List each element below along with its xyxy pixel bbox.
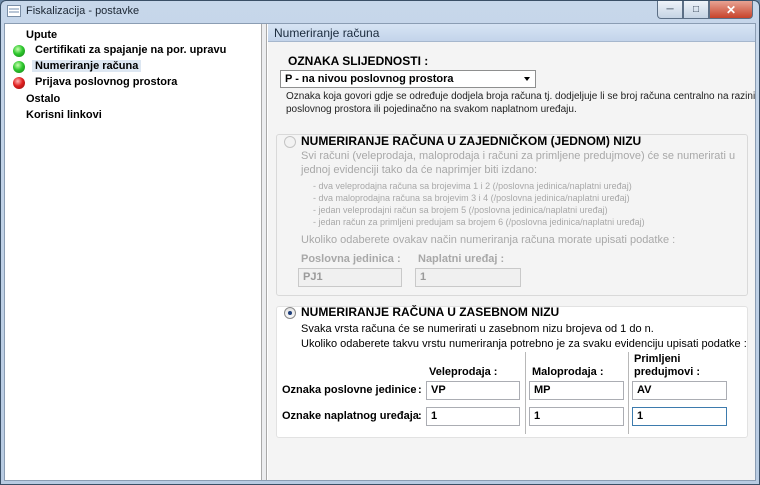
row-label-poslovne-jedinice: Oznaka poslovne jedinice (282, 384, 417, 396)
tree-item-ostalo[interactable] (26, 93, 60, 105)
option-zajednicki-text: Svi računi (veleprodaja, maloprodaja i računi za primljene predujmove) će se numerirati u (301, 150, 736, 162)
option-zajednicki-text: jednoj evidenciji tako da će naprimjer biti izdano: (301, 164, 538, 176)
title-bar[interactable] (1, 1, 759, 23)
option-zasebni-title: NUMERIRANJE RAČUNA U ZASEBNOM NIZU (301, 305, 560, 319)
naplatni-uredaj-label: Naplatni uređaj : (418, 253, 505, 265)
tree-item-upute[interactable] (26, 29, 57, 41)
settings-tree (5, 24, 262, 480)
client-area (4, 23, 756, 481)
tree-item-label: Korisni linkovi (26, 109, 102, 121)
row-label-naplatnog-uredaja: Oznake naplatnog uređaja (282, 410, 419, 422)
example-item: - dva veleprodajna računa sa brojevima 1 i 2 (/poslovna jedinica/naplatni uređaj) (313, 181, 632, 191)
example-item: - jedan veleprodajni račun sa brojem 5 (/poslovna jedinica/naplatni uređaj) (313, 205, 608, 215)
app-window-icon (7, 5, 21, 17)
window-title: Fiskalizacija - postavke (26, 5, 140, 17)
chevron-down-icon (524, 77, 530, 81)
minimize-button[interactable] (657, 1, 683, 19)
option-zasebni-text: Svaka vrsta računa će se numerirati u zasebnom nizu brojeva od 1 do n. (301, 323, 654, 335)
panel-splitter[interactable] (262, 24, 267, 480)
maximize-icon: □ (692, 4, 700, 15)
tree-item-label: Prijava poslovnog prostora (35, 76, 178, 88)
tree-item-korisni-linkovi[interactable] (26, 109, 102, 121)
column-divider (525, 352, 526, 434)
oznaka-poslovne-vp-input[interactable]: VP (426, 381, 520, 400)
row-colon: : (418, 410, 422, 422)
tree-item-prijava[interactable] (35, 76, 177, 88)
page-title: Numeriranje računa (268, 24, 755, 42)
column-header-predujmovi: predujmovi : (634, 366, 701, 378)
window-controls (657, 1, 753, 19)
status-red-icon (13, 77, 25, 89)
option-zajednicki-note: Ukoliko odaberete ovakav način numeriranja računa morate upisati podatke : (301, 234, 676, 246)
oznaka-naplatnog-mp-input[interactable]: 1 (529, 407, 624, 426)
column-divider (628, 352, 629, 434)
main-panel (268, 24, 755, 480)
radio-zasebni-niz[interactable] (284, 307, 296, 319)
oznaka-poslovne-av-input[interactable]: AV (632, 381, 727, 400)
maximize-button[interactable] (683, 1, 709, 19)
status-green-icon (13, 61, 25, 73)
poslovna-jedinica-label: Poslovna jedinica : (301, 253, 401, 265)
example-item: - dva maloprodajna računa sa brojevim 3 i 4 (/poslovna jedinica/naplatni uređaj) (313, 193, 630, 203)
oznaka-slijednosti-label: OZNAKA SLIJEDNOSTI : (288, 54, 429, 68)
close-icon: ✕ (725, 2, 737, 17)
column-header-veleprodaja: Veleprodaja : (429, 366, 498, 378)
oznaka-poslovne-mp-input[interactable]: MP (529, 381, 624, 400)
oznaka-naplatnog-vp-input[interactable]: 1 (426, 407, 520, 426)
option-zajednicki-title: NUMERIRANJE RAČUNA U ZAJEDNIČKOM (JEDNOM) NIZU (301, 134, 642, 148)
poslovna-jedinica-input[interactable]: PJ1 (298, 268, 402, 287)
column-header-maloprodaja: Maloprodaja : (532, 366, 604, 378)
column-header-predujmovi: Primljeni (634, 353, 681, 365)
radio-zajednicki-niz[interactable] (284, 136, 296, 148)
option-zasebni-text: Ukoliko odaberete takvu vrstu numeriranja potrebno je za svaku evidenciju upisati podatke : (301, 338, 747, 350)
example-item: - jedan račun za primljeni predujam sa brojem 6 (/poslovna jedinica/naplatni uređaj) (313, 217, 645, 227)
row-colon: : (418, 384, 422, 396)
minimize-icon: ─ (666, 4, 674, 15)
naplatni-uredaj-input[interactable]: 1 (415, 268, 521, 287)
status-green-icon (13, 45, 25, 57)
oznaka-slijednosti-select[interactable] (280, 70, 536, 88)
tree-item-label: Upute (26, 29, 58, 41)
tree-item-label: Ostalo (26, 93, 61, 105)
select-value: P - na nivou poslovnog prostora (285, 73, 454, 85)
tree-item-label: Certifikati za spajanje na por. upravu (35, 44, 227, 56)
tree-item-numeriranje[interactable] (32, 60, 141, 72)
oznaka-naplatnog-pr-input[interactable]: 1 (632, 407, 727, 426)
close-button[interactable] (709, 1, 753, 19)
oznaka-description: poslovnog prostora ili pojedinačno na svakom naplatnom uređaju. (286, 104, 577, 115)
tree-item-label: Numeriranje računa (35, 60, 139, 72)
tree-item-certifikati[interactable] (35, 44, 226, 56)
oznaka-description: Oznaka koja govori gdje se određuje dodjela broja računa tj. dodjeljuje li se broj računa centralno na razini (286, 91, 756, 102)
